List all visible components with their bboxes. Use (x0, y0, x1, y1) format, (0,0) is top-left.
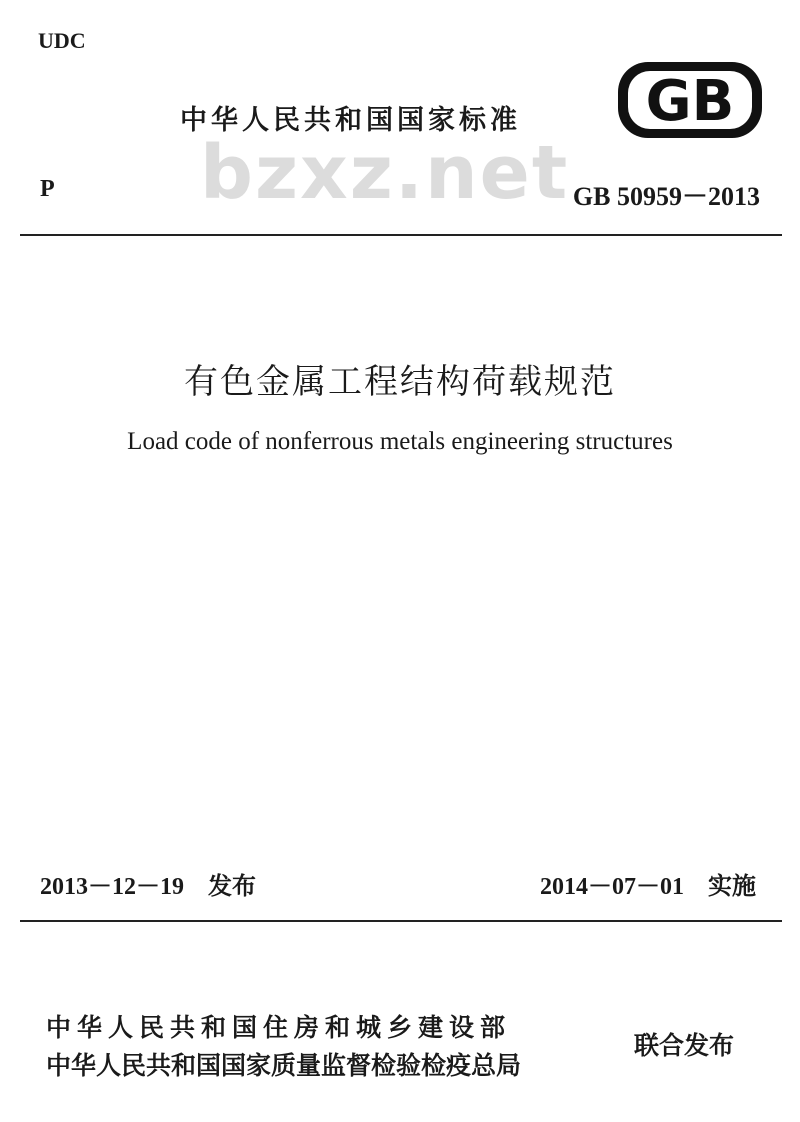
issuer-ministry-housing: 中华人民共和国住房和城乡建设部 (46, 1013, 512, 1042)
classification-code: P (40, 176, 55, 202)
title-chinese: 有色金属工程结构荷载规范 (184, 362, 616, 402)
header-divider (20, 234, 782, 236)
implement-date: 2014－07－01 实施 (540, 874, 756, 900)
watermark: bzxz.net (200, 130, 570, 216)
footer-divider (20, 920, 782, 922)
gb-logo-icon (616, 60, 764, 140)
standard-number: GB 50959－2013 (572, 182, 760, 211)
issuer-quality-administration: 中华人民共和国国家质量监督检验检疫总局 (46, 1051, 522, 1080)
joint-issue-label: 联合发布 (634, 1031, 735, 1060)
publish-date: 2013－12－19 发布 (40, 874, 256, 900)
title-english: Load code of nonferrous metals engineering structures (127, 428, 673, 455)
udc-label: UDC (38, 28, 86, 53)
national-standard-label: 中华人民共和国国家标准 (180, 105, 521, 136)
gb-logo-text: GB (645, 69, 735, 134)
